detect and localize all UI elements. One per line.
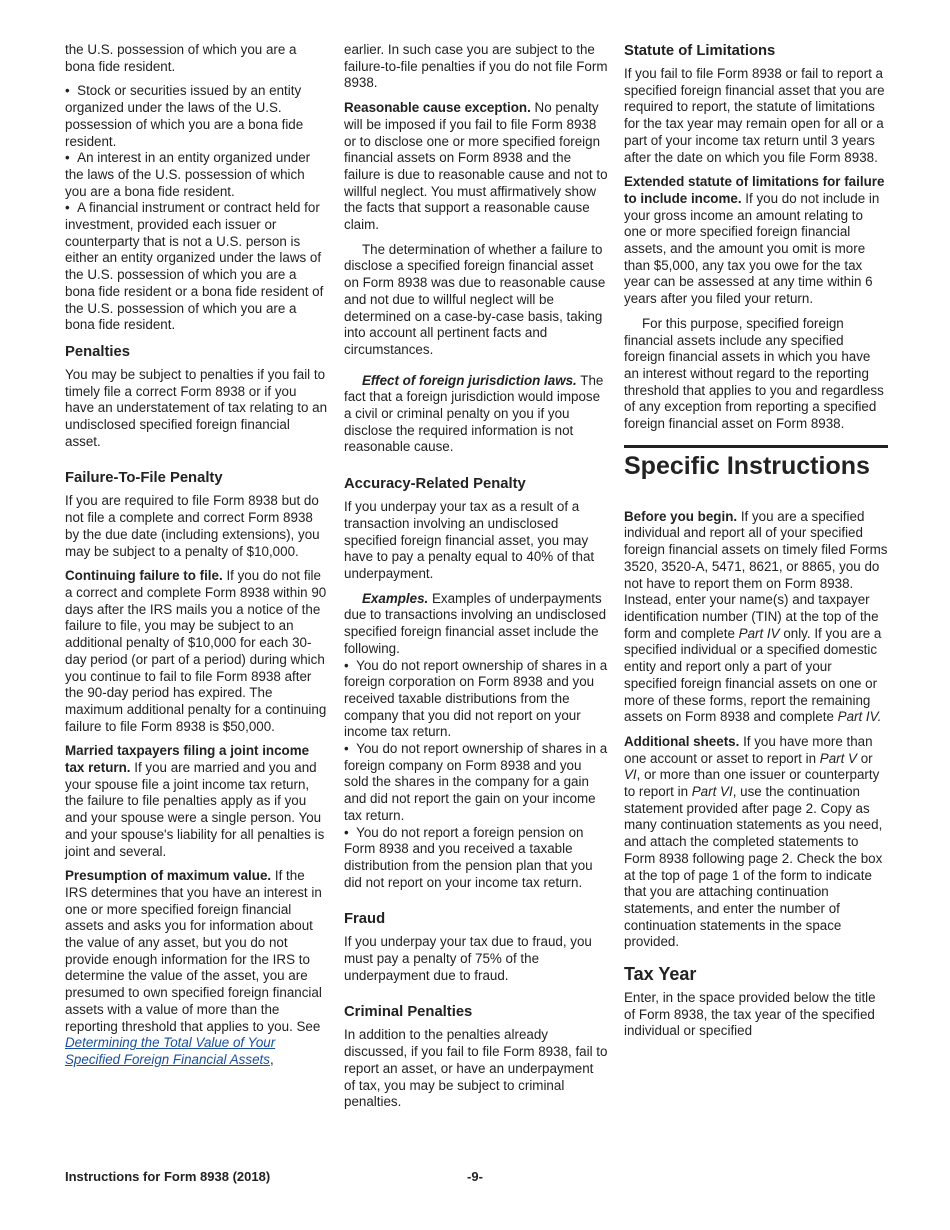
continuing-failure-text: If you do not file a correct and complete Form 8938 within 90 days after the IRS mails you a notice of the failure to file, you may be subject to an additional penalty of $10,000 for each 30-day period (or part of a period) during which you continue to fail to file Form 8938 after the 90-day period has expired. The maximum additional penalty for a continuing failure to file Form 8938 is $50,000. [65, 568, 327, 734]
determining-total-value-link[interactable]: Determining the Total Value of Your Specified Foreign Financial Assets [65, 1035, 276, 1067]
heading-statute-of-limitations: Statute of Limitations [624, 43, 776, 59]
column-right [624, 42, 888, 1048]
footer-form-title: Instructions for Form 8938 (2018) [65, 1169, 271, 1184]
bullet-instrument: • A financial instrument or contract held for investment, provided each issuer or counterparty that is not a U.S. person is either an entity organized under the laws of the U.S. possession of which you are a bona fide resident or a bona fide resident of the U.S. possession of which you are a bona fide resident. [65, 200, 329, 334]
column-left [65, 42, 329, 1077]
continuing-failure-paragraph [65, 568, 329, 735]
part-iv-ref: Part IV [738, 625, 780, 641]
part-vi-ref-short: VI [624, 767, 637, 783]
extended-statute-paragraph [624, 174, 888, 308]
presumption-paragraph [65, 868, 329, 1068]
additional-text-1: If you have more than one account or asset to report in [624, 733, 873, 766]
column-middle [344, 42, 608, 1119]
heading-penalties: Penalties [65, 343, 130, 360]
extended-statute-text: If you do not include in your gross income an amount relating to one or more specified foreign financial assets, and the amount you omit is more than $5,000, any tax you owe for the tax year can be assessed at any time within 6 years after you filed your return. [624, 190, 880, 307]
extended-statute-lead: Extended statute of limitations for failure to include income. [624, 174, 885, 206]
footer-page-number: -9- [467, 1169, 483, 1184]
penalties-text: You may be subject to penalties if you fail to timely file a correct Form 8938 or if you have an understatement of tax relating to an undisclosed specified foreign financial asset. [65, 366, 328, 449]
additional-text-3: , use the continuation statement provided after page 2. Copy as many continuation statements as you need, and attach the completed statements to Form 8938 following page 2. Check the box at the top of page 1 of the form to indicate that you are attaching continuation statements, and enter the number of continuation statements in the space provided. [624, 784, 883, 950]
continuing-failure-lead: Continuing failure to file. [65, 568, 223, 584]
married-paragraph [65, 743, 329, 860]
or-word: or [860, 750, 873, 766]
examples-paragraph [344, 591, 608, 658]
effect-lead: Effect of foreign jurisdiction laws. [362, 372, 577, 388]
additional-sheets-paragraph [624, 734, 888, 951]
accuracy-text: If you underpay your tax as a result of a transaction involving an undisclosed specified foreign financial asset, you may have to pay a penalty equal to 40% of that underpayment. [344, 499, 595, 581]
part-v-ref: Part V [819, 750, 857, 766]
fraud-text: If you underpay your tax due to fraud, you must pay a penalty of 75% of the underpayment due to fraud. [344, 934, 592, 983]
statute-text: If you fail to file Form 8938 or fail to report a specified foreign financial asset that you are required to report, the statute of limitations for the tax year may remain open for all or a part of your income tax return until 3 years after the date on which you file Form 8938. [624, 66, 885, 165]
married-text: If you are married and you and your spouse file a joint income tax return, the failure to file penalties apply as if you and your spouse were a single person. You and your spouse's liability for all penalties is joint and several. [65, 760, 325, 859]
reasonable-cause-paragraph [344, 100, 608, 234]
bullet-interest: • An interest in an entity organized under the laws of the U.S. possession of which you are a bona fide resident. [65, 150, 329, 200]
examples-text: Examples of underpayments due to transactions involving an undisclosed specified foreign financial asset include the following. [344, 590, 607, 656]
presumption-lead: Presumption of maximum value. [65, 868, 272, 884]
bullet-foreign-pension: • You do not report a foreign pension on Form 8938 and you received a taxable distribution from the pension plan that you did not report on your income tax return. [344, 825, 608, 892]
before-text-1: If you are a specified individual and report all of your specified foreign financial assets on timely filed Forms 3520, 3520-A, 5471, 8621, or 8865, you do not have to report them on Form 8938. Instead, enter your name(s) and taxpayer identification number (TIN) at the top of the form and complete [624, 508, 888, 641]
bullet-shares-sold: • You do not report ownership of shares in a foreign company on Form 8938 and you sold the shares in the company for a gain and did not report the gain on your income tax return. [344, 741, 608, 825]
effect-paragraph [344, 373, 608, 457]
before-text-2: only. If you are a specified individual or a specified domestic entity and report only a part of your specified foreign financial assets on one or more of these forms, report the remaining assets on Form 8938 and complete [624, 625, 882, 725]
reasonable-cause-lead: Reasonable cause exception. [344, 100, 531, 116]
heading-accuracy-related: Accuracy-Related Penalty [344, 476, 526, 493]
presumption-text: If the IRS determines that you have an interest in one or more specified foreign financial assets and asks you for information about the value of any asset, but you do not provide enough information for the IRS to determine the value of the asset, you are presumed to own specified foreign financial assets with a value of more than the reporting threshold that applies to you. See [65, 868, 322, 1034]
reasonable-cause-text: No penalty will be imposed if you fail to file Form 8938 or to disclose one or more specified foreign financial assets on Form 8938 and the failure is due to reasonable cause and not to willful neglect. You must affirmatively show the facts that support a reasonable cause claim. [344, 100, 608, 233]
heading-criminal-penalties: Criminal Penalties [344, 1004, 473, 1021]
before-you-begin-paragraph [624, 509, 888, 726]
earlier-text: earlier. In such case you are subject to the failure-to-file penalties if you do not file Form 8938. [344, 42, 608, 91]
bullet-stock: • Stock or securities issued by an entity organized under the laws of the U.S. possession of which you are a bona fide resident. [65, 83, 329, 150]
bullet-shares-distribution: • You do not report ownership of shares in a foreign corporation on Form 8938 and you received taxable distributions from the company that you did not report on your income tax return. [344, 658, 608, 742]
part-vi-ref: Part VI [691, 784, 733, 800]
examples-lead: Examples. [362, 590, 429, 606]
presumption-comma: , [269, 1051, 274, 1067]
before-you-begin-lead: Before you begin. [624, 508, 738, 524]
failure-to-file-text: If you are required to file Form 8938 but do not file a complete and correct Form 8938 by the due date (including extensions), you may be subject to a penalty of $10,000. [65, 493, 320, 559]
additional-text-2: , or more than one issuer or counterparty to report in [624, 767, 880, 800]
criminal-text: In addition to the penalties already discussed, if you fail to file Form 8938, fail to report an asset, or have an underpayment of tax, you may be subject to criminal penalties. [344, 1027, 608, 1110]
heading-tax-year: Tax Year [624, 964, 697, 985]
possession-continued: the U.S. possession of which you are a bona fide resident. [65, 42, 297, 74]
effect-text: The fact that a foreign jurisdiction would impose a civil or criminal penalty on you if you disclose the required information is not reasonable cause. [344, 372, 604, 455]
heading-failure-to-file: Failure-To-File Penalty [65, 470, 223, 487]
purpose-text: For this purpose, specified foreign financial assets include any specified foreign financial assets in which you have an interest without regard to the reporting threshold that applies to you and regardless of any exception from reporting a specified foreign financial asset on Form 8938. [624, 315, 884, 432]
heading-fraud: Fraud [344, 911, 386, 928]
married-lead: Married taxpayers filing a joint income tax return. [65, 743, 310, 776]
heading-specific-instructions: Specific Instructions [624, 445, 888, 481]
tax-year-text: Enter, in the space provided below the title of Form 8938, the tax year of the specified individual or specified [624, 990, 876, 1039]
part-iv-ref-end: Part IV. [837, 709, 882, 725]
determination-text: The determination of whether a failure to disclose a specified foreign financial asset on Form 8938 was due to reasonable cause and not due to willful neglect will be determined on a case-by-case basis, taking into account all pertinent facts and circumstances. [344, 241, 606, 357]
additional-sheets-lead: Additional sheets. [624, 733, 740, 749]
